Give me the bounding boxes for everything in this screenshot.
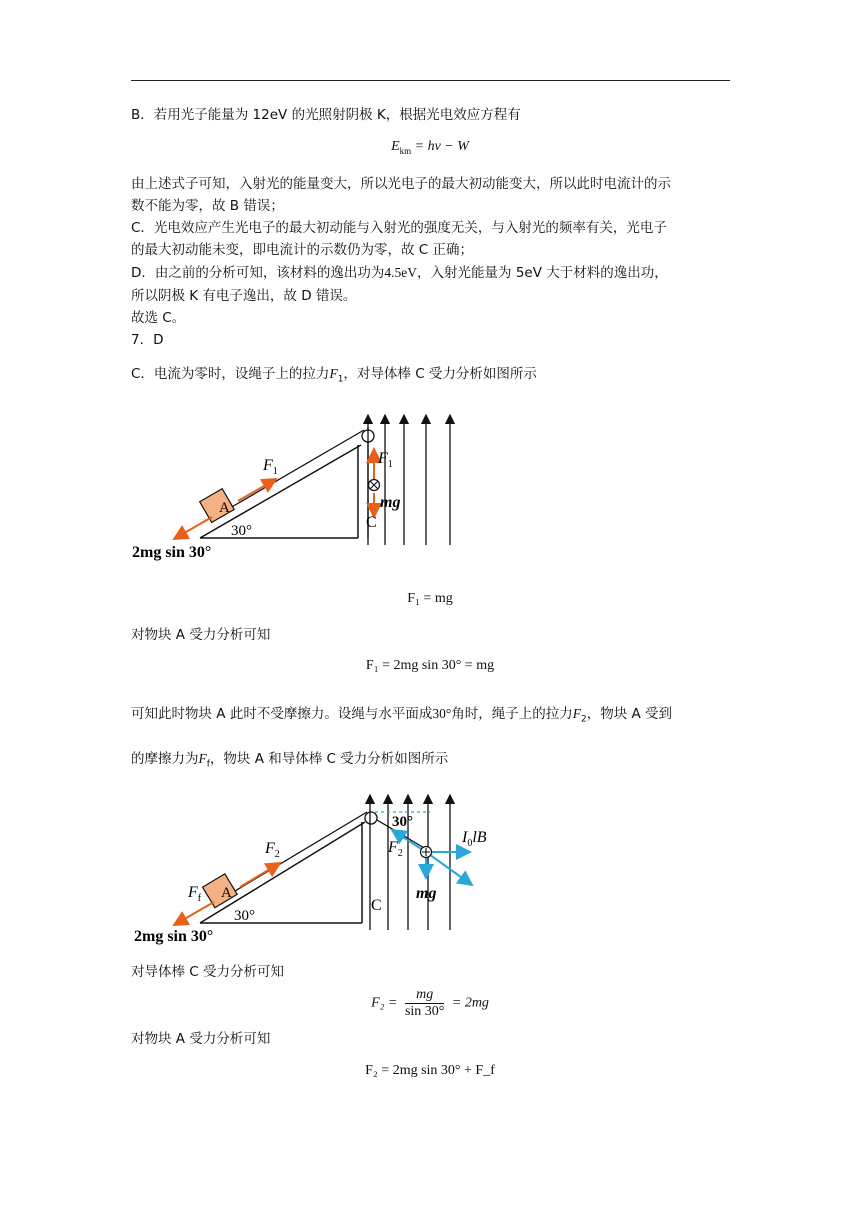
block-a-label: A xyxy=(221,885,232,901)
para-10: 的摩擦力为$F_f$，物块 A 和导体棒 C 受力分析如图所示 xyxy=(131,751,449,770)
arrow-gravity-comp xyxy=(174,902,214,925)
para-3-line2: 的最大初动能未变，即电流计的示数仍为零，故 C 正确； xyxy=(131,242,474,258)
label-f2-rope: $F_2$ xyxy=(265,840,280,860)
para-5: 故选 C。 xyxy=(131,310,186,326)
pulley xyxy=(365,812,377,824)
para-b: B．若用光子能量为 12eV 的光照射阴极 K，根据光电效应方程有 xyxy=(131,107,521,123)
equation-photoelectric: $E_{km} = h\nu - W$ xyxy=(391,139,469,156)
para-3-line1: C．光电效应产生光电子的最大初动能与入射光的强度无关，与入射光的频率有关，光电子 xyxy=(131,220,667,236)
equation-f1-mg: F₁ = mg xyxy=(407,591,453,606)
figure-1 xyxy=(130,405,470,565)
label-gravity-comp: 2mg sin 30° xyxy=(132,544,212,561)
label-ampere: $I_0lB$ xyxy=(462,829,487,849)
block-a-label: A xyxy=(219,500,230,516)
para-9: 可知此时物块 A 此时不受摩擦力。设绳与水平面成30°角时，绳子上的拉力$F_2$，物块 A 受到 xyxy=(131,706,673,725)
label-angle: 30° xyxy=(234,908,255,924)
equation-f2-rod: F₂ = $\frac{mg}{\sin 30^\circ}$ = 2mg xyxy=(371,987,489,1019)
para-7: C．电流为零时，设绳子上的拉力$F_1$，对导体棒 C 受力分析如图所示 xyxy=(131,366,537,385)
para-8: 对物块 A 受力分析可知 xyxy=(131,627,271,643)
para-6: 7．D xyxy=(131,332,164,348)
para-2-line1: 由上述式子可知，入射光的能量变大，所以光电子的最大初动能变大，所以此时电流计的示 xyxy=(131,176,671,192)
header-rule xyxy=(131,80,730,81)
magnetic-field-lines xyxy=(368,415,450,545)
para-4-line2: 所以阴极 K 有电子逸出，故 D 错误。 xyxy=(131,288,357,304)
label-f2-rod: $F_2$ xyxy=(388,839,403,859)
label-f1-rope: $F_1$ xyxy=(263,457,278,477)
equation-f2-block: F₂ = 2mg sin 30° + F_f xyxy=(365,1063,495,1078)
label-gravity-comp: 2mg sin 30° xyxy=(134,928,214,945)
label-friction: $F_f$ xyxy=(188,884,202,904)
equation-f1-balance: F₁ = 2mg sin 30° = mg xyxy=(365,658,495,673)
label-angle-top: 30° xyxy=(392,814,413,830)
arrow-f2-rope xyxy=(240,863,280,887)
label-mg: mg xyxy=(416,885,437,902)
para-2-line2: 数不能为零，故 B 错误； xyxy=(131,198,284,214)
arrow-resultant xyxy=(426,852,472,885)
label-rod-c: C xyxy=(371,897,382,914)
figure-2 xyxy=(130,790,510,950)
para-4-line1: D．由之前的分析可知，该材料的逸出功为4.5eV，入射光能量为 5eV 大于材料的逸出功， xyxy=(131,265,668,281)
arrow-gravity-comp xyxy=(174,517,212,539)
para-12: 对物块 A 受力分析可知 xyxy=(131,1031,271,1047)
label-f1-rod: $F_1$ xyxy=(378,450,393,470)
label-angle: 30° xyxy=(231,523,252,539)
para-11: 对导体棒 C 受力分析可知 xyxy=(131,964,285,980)
label-mg: mg xyxy=(380,494,401,511)
rope xyxy=(230,430,364,508)
label-rod-c: C xyxy=(366,514,377,531)
